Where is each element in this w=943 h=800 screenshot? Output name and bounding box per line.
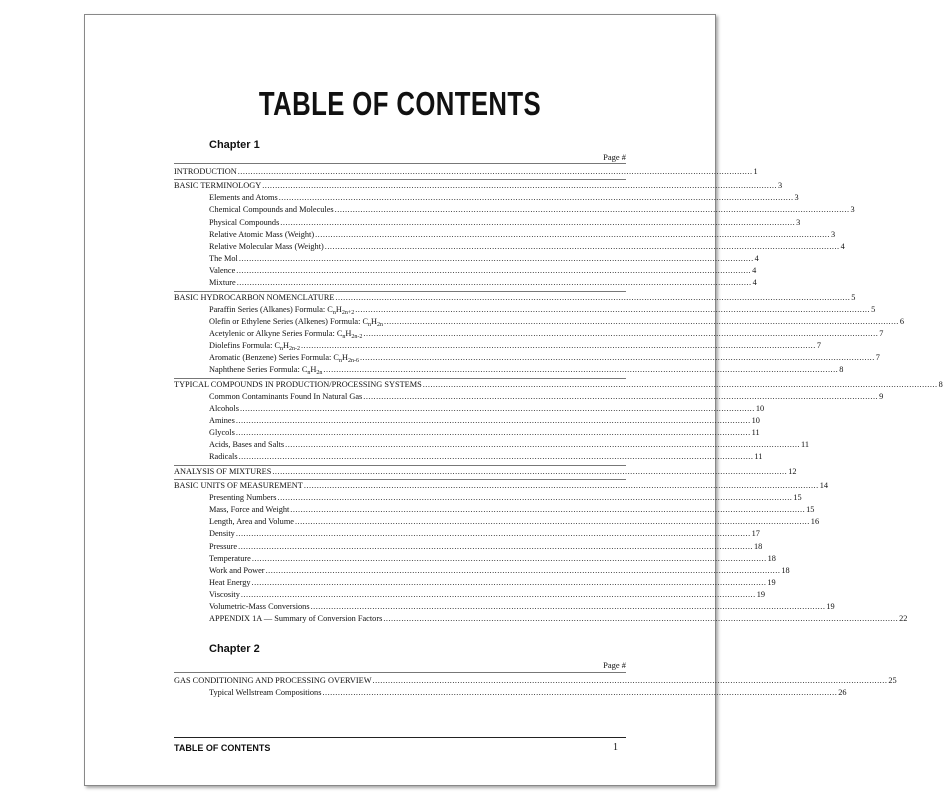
toc-entry-label: The Mol [209,254,238,264]
dot-leader: ........................................................................................................................................................................................................ [236,278,752,288]
toc-entry-label: Common Contaminants Found In Natural Gas [209,391,363,401]
toc-page-number: 1 [753,167,758,176]
toc-subsection-entry[interactable] [209,253,759,264]
toc-page-number: 4 [840,241,845,251]
dot-leader: ........................................................................................................................................................................................................ [235,529,751,539]
toc-page-number: 4 [752,266,757,276]
toc-page-number: 8 [839,365,844,375]
toc-subsection-entry[interactable] [209,192,799,203]
toc-entry-label: Mass, Force and Weight [209,505,290,515]
toc-page-number: 19 [767,577,776,587]
dot-leader: ........................................................................................................................................................................................................ [240,590,756,600]
toc-subsection-entry[interactable] [209,265,757,276]
dot-leader: ........................................................................................................................................................................................................ [236,266,752,276]
toc-page-number: 11 [754,452,763,462]
page-number-header: Page # [603,660,626,670]
toc-page-number: 12 [788,466,797,476]
toc-page-number: 22 [899,614,908,624]
toc-page-number: 11 [800,440,809,450]
toc-entry-label: BASIC UNITS OF MEASUREMENT [174,480,303,490]
toc-subsection-entry[interactable] [209,415,760,426]
toc-entry-label: Elements and Atoms [209,193,278,203]
toc-page-number: 5 [851,292,856,302]
toc-entry-label: Heat Energy [209,577,251,587]
toc-subsection-entry[interactable] [209,528,760,539]
toc-section-entry[interactable] [174,379,943,390]
page-title: TABLE OF CONTENTS [258,85,542,122]
toc-entry-label: Acids, Bases and Salts [209,440,285,450]
toc-entry-label: Glycols [209,428,235,438]
footer-title: TABLE OF CONTENTS [174,743,271,753]
toc-entry-label: Relative Molecular Mass (Weight) [209,241,324,251]
toc-entry-label: Alcohols [209,403,239,413]
toc-page-number: 3 [850,205,855,215]
toc-page-number: 10 [751,416,760,425]
dot-leader: ........................................................................................................................................................................................................ [422,379,938,389]
toc-subsection-entry[interactable] [209,204,855,215]
toc-section-entry[interactable] [174,675,897,686]
toc-page-number: 18 [753,541,763,551]
toc-entry-label: Diolefins Formula: $C_nH_{2n-2}$ [209,341,300,353]
toc-list [85,15,943,785]
dot-leader: ........................................................................................................................................................................................................ [294,517,810,527]
toc-subsection-entry[interactable] [209,241,845,252]
dot-leader: ........................................................................................................................................................................................................ [384,316,899,326]
dot-leader: ........................................................................................................................................................................................................ [237,167,753,176]
toc-entry-label: BASIC HYDROCARBON NOMENCLATURE [174,292,335,302]
toc-page-number: 7 [816,341,821,351]
toc-subsection-entry[interactable] [209,217,801,228]
toc-subsection-entry[interactable] [209,451,763,462]
toc-subsection-entry[interactable] [209,403,765,414]
toc-entry-label: INTRODUCTION [174,167,237,176]
toc-page-number: 3 [778,181,783,191]
toc-page-number: 11 [751,428,760,438]
dot-leader: ........................................................................................................................................................................................................ [238,254,754,264]
dot-leader: ........................................................................................................................................................................................................ [323,365,839,375]
toc-entry-label: Viscosity [209,590,240,600]
toc-page-number: 25 [888,676,897,685]
toc-section-entry[interactable] [174,292,856,303]
footer-page-number: 1 [613,742,618,753]
toc-subsection-entry[interactable] [209,516,820,527]
toc-section-entry[interactable] [174,180,783,191]
dot-leader: ........................................................................................................................................................................................................ [265,565,781,575]
dot-leader: ........................................................................................................................................................................................................ [372,676,888,685]
toc-subsection-entry[interactable] [209,553,776,564]
dot-leader: ........................................................................................................................................................................................................ [303,480,819,490]
toc-entry-label: Presenting Numbers [209,492,277,502]
dot-leader: ........................................................................................................................................................................................................ [277,492,793,502]
dot-leader: ........................................................................................................................................................................................................ [359,353,875,363]
toc-subsection-entry[interactable] [209,439,809,450]
toc-entry-label: GAS CONDITIONING AND PROCESSING OVERVIEW [174,676,372,685]
dot-leader: ........................................................................................................................................................................................................ [290,505,806,515]
dot-leader: ........................................................................................................................................................................................................ [280,217,796,227]
toc-page-number: 10 [755,403,765,413]
toc-entry-label: Length, Area and Volume [209,517,294,527]
toc-subsection-entry[interactable] [209,589,765,600]
toc-subsection-entry[interactable] [209,601,835,612]
toc-entry-label: Density [209,529,235,539]
page-number-header: Page # [603,152,626,162]
toc-page-number: 4 [752,278,757,288]
dot-leader: ........................................................................................................................................................................................................ [300,341,816,351]
dot-leader: ........................................................................................................................................................................................................ [315,229,830,239]
dot-leader: ........................................................................................................................................................................................................ [363,328,879,338]
toc-subsection-entry[interactable] [209,364,844,377]
toc-page-number: 15 [793,492,802,502]
toc-entry-label: Mixture [209,278,236,288]
toc-entry-label: Volumetric-Mass Conversions [209,602,310,612]
dot-leader: ........................................................................................................................................................................................................ [251,553,767,563]
toc-subsection-entry[interactable] [209,492,802,503]
toc-entry-label: Aromatic (Benzene) Series Formula: $C_nH_{2n-6}$ [209,353,359,365]
dot-leader: ........................................................................................................................................................................................................ [238,541,753,551]
toc-subsection-entry[interactable] [209,577,776,588]
toc-section-entry[interactable] [174,466,797,477]
toc-entry-label: Valence [209,266,236,276]
toc-subsection-entry[interactable] [209,352,880,365]
toc-subsection-entry[interactable] [209,316,904,328]
toc-subsection-entry[interactable] [209,541,763,552]
toc-page-number: 16 [810,517,820,527]
dot-leader: ........................................................................................................................................................................................................ [335,292,851,302]
dot-leader: ........................................................................................................................................................................................................ [322,688,838,698]
toc-entry-label: Pressure [209,541,238,551]
dot-leader: ........................................................................................................................................................................................................ [285,440,800,450]
dot-leader: ........................................................................................................................................................................................................ [310,602,826,612]
toc-subsection-entry[interactable] [209,340,821,353]
dot-leader: ........................................................................................................................................................................................................ [278,193,794,203]
dot-leader: ........................................................................................................................................................................................................ [235,428,751,438]
dot-leader: ........................................................................................................................................................................................................ [383,614,899,624]
toc-entry-label: Typical Wellstream Compositions [209,688,322,698]
dot-leader: ........................................................................................................................................................................................................ [239,403,755,413]
toc-page-number: 18 [767,553,776,563]
toc-page-number: 4 [754,254,759,264]
toc-entry-label: Temperature [209,553,251,563]
toc-page-number: 18 [781,565,790,575]
dot-leader: ........................................................................................................................................................................................................ [324,241,840,251]
toc-section-entry[interactable] [174,480,828,491]
toc-page-number: 19 [756,590,765,600]
toc-entry-label: Work and Power [209,565,265,575]
toc-subsection-entry[interactable] [209,613,908,624]
toc-subsection-entry[interactable] [209,504,815,515]
toc-subsection-entry[interactable] [209,427,760,438]
chapter-1-heading: Chapter 1 [209,139,260,151]
toc-page-number: 14 [819,480,828,490]
footer-rule [174,737,626,738]
toc-page-number: 17 [751,529,760,539]
toc-page-number: 9 [879,391,884,401]
toc-entry-label: BASIC TERMINOLOGY [174,181,262,191]
toc-subsection-entry[interactable] [209,565,790,576]
toc-entry-label: APPENDIX 1A — Summary of Conversion Factors [209,614,383,624]
toc-entry-label: Paraffin Series (Alkanes) Formula: $C_nH_{2n+2}$ [209,304,355,316]
toc-subsection-entry[interactable] [209,229,836,240]
toc-page-number: 15 [806,505,815,515]
toc-entry-label: Radicals [209,452,238,462]
dot-leader: ........................................................................................................................................................................................................ [238,452,754,462]
toc-page-number: 26 [838,688,847,698]
toc-subsection-entry[interactable] [209,687,847,698]
toc-entry-label: Amines [209,416,235,425]
document-page [84,14,943,786]
toc-page-number: 7 [879,328,884,338]
toc-page-number: 8 [938,379,943,389]
dot-leader: ........................................................................................................................................................................................................ [363,391,879,401]
toc-page-number: 19 [826,602,835,612]
dot-leader: ........................................................................................................................................................................................................ [272,466,788,476]
toc-subsection-entry[interactable] [209,277,757,288]
toc-entry-label: Naphthene Series Formula: $C_nH_{2n}$ [209,365,323,377]
toc-subsection-entry[interactable] [209,391,884,402]
dot-leader: ........................................................................................................................................................................................................ [355,304,871,314]
toc-page-number: 3 [796,217,801,227]
toc-entry-label: TYPICAL COMPOUNDS IN PRODUCTION/PROCESSING SYSTEMS [174,379,422,389]
toc-subsection-entry[interactable] [209,304,876,316]
toc-page-number: 3 [830,229,836,239]
toc-subsection-entry[interactable] [209,328,884,340]
toc-section-entry[interactable] [174,166,758,177]
dot-leader: ........................................................................................................................................................................................................ [251,577,767,587]
chapter-2-heading: Chapter 2 [209,643,260,655]
dot-leader: ........................................................................................................................................................................................................ [235,416,751,425]
toc-entry-label: Chemical Compounds and Molecules [209,205,334,215]
toc-page-number: 7 [875,353,880,363]
toc-entry-label: ANALYSIS OF MIXTURES [174,466,272,476]
toc-page-number: 5 [871,304,876,314]
toc-entry-label: Acetylenic or Alkyne Series Formula: $C_nH_{2n-2}$ [209,328,363,340]
dot-leader: ........................................................................................................................................................................................................ [262,181,778,191]
toc-entry-label: Relative Atomic Mass (Weight) [209,229,315,239]
dot-leader: ........................................................................................................................................................................................................ [334,205,850,215]
toc-page-number: 6 [899,316,904,326]
toc-page-number: 3 [794,193,799,203]
toc-entry-label: Olefin or Ethylene Series (Alkenes) Formula: $C_nH_{2n}$ [209,316,383,328]
toc-entry-label: Physical Compounds [209,217,280,227]
